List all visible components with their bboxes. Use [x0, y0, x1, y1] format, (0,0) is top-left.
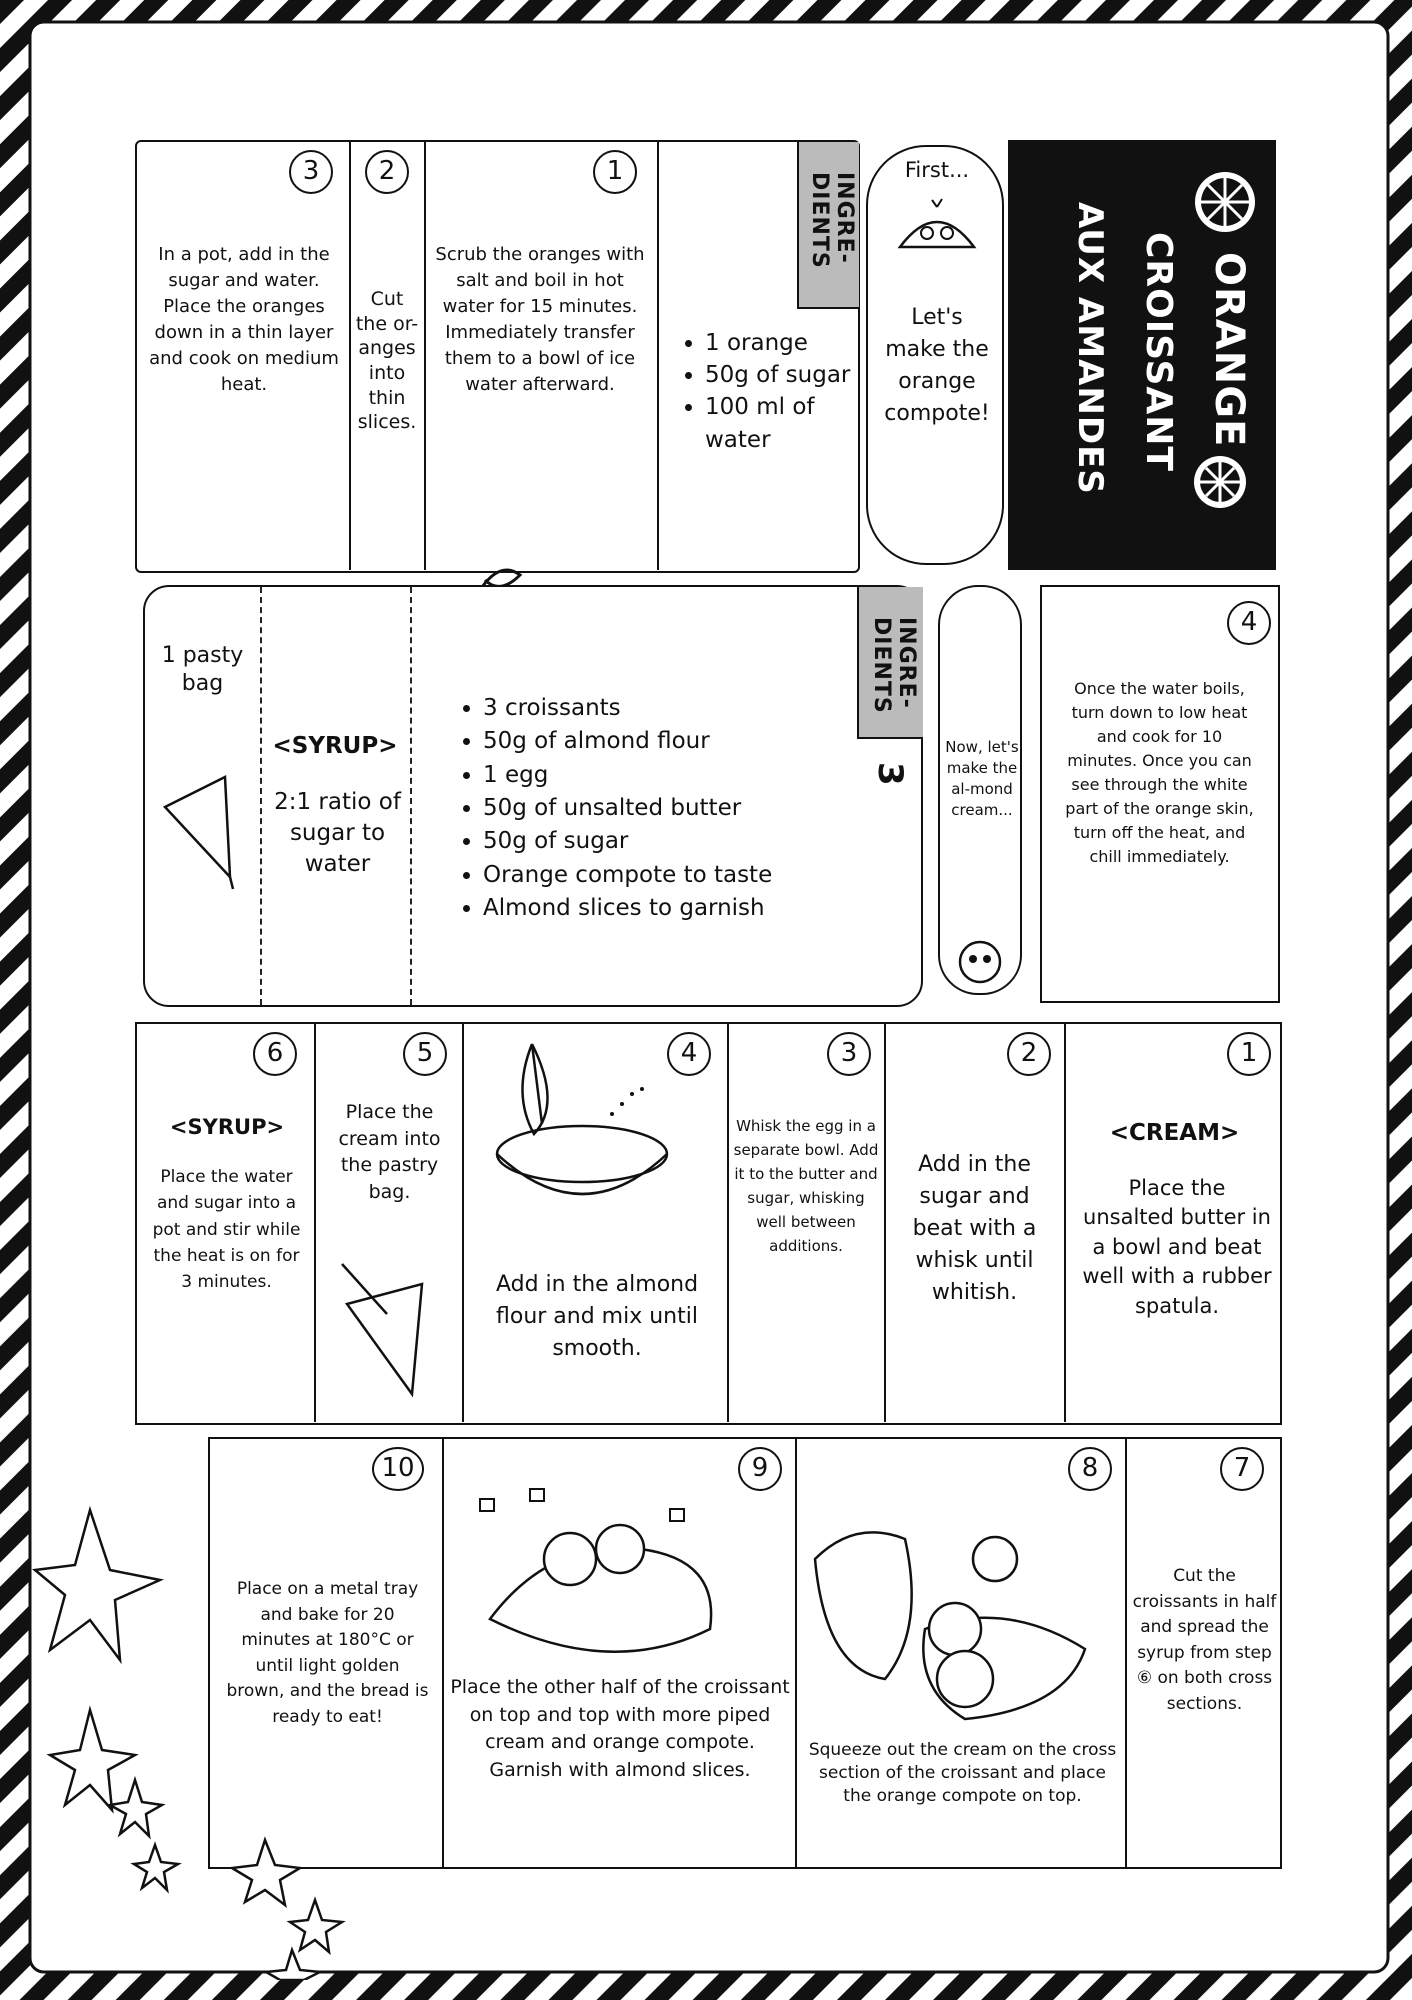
cream-steps-panel — [135, 1022, 1282, 1425]
cream-croissant-icon — [805, 1479, 1115, 1739]
divider — [260, 587, 262, 1005]
ingredient-item: • 3 croissants — [483, 692, 863, 725]
ingredients-tab-2 — [857, 587, 923, 739]
ingredient-item: • 50g of unsalted butter — [483, 792, 863, 825]
orange-mascot-icon-2 — [940, 927, 1020, 987]
pastry-bag-filling-icon — [327, 1254, 447, 1404]
ingredients-tab — [797, 142, 859, 309]
ingredient-item: • 50g of sugar — [705, 359, 855, 391]
cream-intro-bubble — [938, 585, 1022, 995]
ingredient-item: • 50g of sugar — [483, 825, 863, 858]
compote-step-1-text: Scrub the oranges with salt and boil in hot water for 15 minutes. Immediately transfer them to a bowl of ice water afterward. — [435, 244, 645, 396]
orange-slice-icon-2 — [1190, 452, 1250, 512]
compote-step-4-panel — [1040, 585, 1280, 1003]
assembly-steps-panel — [208, 1437, 1282, 1869]
divider — [795, 1439, 797, 1867]
stars-decoration — [30, 1480, 350, 1980]
cream-heading: <CREAM> — [1109, 1120, 1240, 1146]
divider — [410, 587, 412, 1005]
compote-panel — [135, 140, 860, 573]
intro-first: First... — [904, 158, 970, 182]
ingredient-item: • 1 egg — [483, 759, 863, 792]
step-number: 1 — [593, 150, 637, 194]
divider — [314, 1024, 316, 1422]
syrup-heading: <SYRUP> — [272, 733, 398, 759]
title-line-3: AUX AMANDES — [1070, 202, 1110, 495]
divider — [349, 142, 351, 570]
syrup-heading-step-6: <SYRUP> — [169, 1115, 285, 1139]
cream-step-4-text: Add in the almond flour and mix until smooth. — [495, 1272, 699, 1361]
ingredient-item: • Orange compote to taste — [483, 859, 863, 892]
step-number: 9 — [738, 1447, 782, 1491]
assembly-step-9-text: Place the other half of the croissant on top and top with more piped cream and orange compote. Garnish with almond slices. — [450, 1676, 790, 1781]
ingredient-item: • Almond slices to garnish — [483, 892, 863, 925]
divider — [424, 142, 426, 570]
orange-slice-icon — [1190, 167, 1260, 237]
divider — [657, 142, 659, 570]
divider — [442, 1439, 444, 1867]
assembly-step-10-text: Place on a metal tray and bake for 20 minutes at 180°C or until light golden brown, and the bread is ready to eat! — [226, 1579, 429, 1727]
ingredients-label-2: INGRE- DIENTS — [869, 617, 919, 714]
section-number-3: 3 — [870, 762, 910, 787]
cream-intro-text: Now, let's make the al-mond cream... — [945, 738, 1019, 819]
title-line-2: CROISSANT — [1138, 232, 1179, 472]
syrup-ratio-text: 2:1 ratio of sugar to water — [274, 789, 401, 878]
step-number: 4 — [1227, 601, 1271, 645]
divider — [727, 1024, 729, 1422]
divider — [1125, 1439, 1127, 1867]
step-number: 3 — [289, 150, 333, 194]
assembly-step-8-text: Squeeze out the cream on the cross section of the croissant and place the orange compote on top. — [808, 1740, 1117, 1806]
ingredient-item: • 1 orange — [705, 327, 855, 359]
divider — [462, 1024, 464, 1422]
croissant-ingredients-list — [455, 692, 863, 925]
ingredients-label: INGRE- DIENTS — [807, 172, 857, 269]
cream-step-6-text: Place the water and sugar into a pot and stir while the heat is on for 3 minutes. — [152, 1167, 301, 1293]
divider — [1064, 1024, 1066, 1422]
step-number: 10 — [372, 1447, 424, 1491]
step-number: 3 — [827, 1032, 871, 1076]
step-number: 4 — [667, 1032, 711, 1076]
step-number: 5 — [403, 1032, 447, 1076]
step-number: 8 — [1068, 1447, 1112, 1491]
cream-step-3-text: Whisk the egg in a separate bowl. Add it to the butter and sugar, whisking well between additions. — [733, 1117, 879, 1255]
step-number: 6 — [253, 1032, 297, 1076]
title-line-1: ORANGE — [1206, 252, 1252, 448]
compote-step-2-text: Cut the or-anges into thin slices. — [355, 288, 419, 434]
intro-lets-make: Let's make the orange compote! — [884, 305, 990, 426]
step-number: 1 — [1227, 1032, 1271, 1076]
compote-step-4-text: Once the water boils, turn down to low heat and cook for 10 minutes. Once you can see through the white part of the orange skin, turn off the heat, and chill immediately. — [1065, 679, 1254, 866]
ingredient-item: • 100 ml of water — [705, 391, 855, 455]
cream-step-1-text: Place the unsalted butter in a bowl and beat well with a rubber spatula. — [1082, 1176, 1272, 1318]
croissant-ingredients-panel — [143, 585, 923, 1007]
step-number: 2 — [1007, 1032, 1051, 1076]
topped-croissant-icon — [470, 1479, 760, 1669]
compote-ingredients-list — [677, 327, 855, 456]
divider — [884, 1024, 886, 1422]
whisk-bowl-icon — [472, 1034, 712, 1214]
compote-step-3-text: In a pot, add in the sugar and water. Place the oranges down in a thin layer and cook on medium heat. — [149, 244, 339, 396]
cream-step-5-text: Place the cream into the pastry bag. — [338, 1101, 441, 1203]
pastry-bag-label: 1 pasty bag — [161, 643, 244, 696]
title-block — [1008, 140, 1276, 570]
intro-bubble — [866, 145, 1004, 565]
orange-mascot-icon — [892, 197, 982, 257]
step-number: 2 — [365, 150, 409, 194]
ingredient-item: • 50g of almond flour — [483, 725, 863, 758]
step-number: 7 — [1220, 1447, 1264, 1491]
pastry-bag-icon — [155, 767, 255, 907]
assembly-step-7-text: Cut the croissants in half and spread the syrup from step ⑥ on both cross sections. — [1132, 1566, 1277, 1714]
cream-step-2-text: Add in the sugar and beat with a whisk until whitish. — [912, 1152, 1037, 1305]
